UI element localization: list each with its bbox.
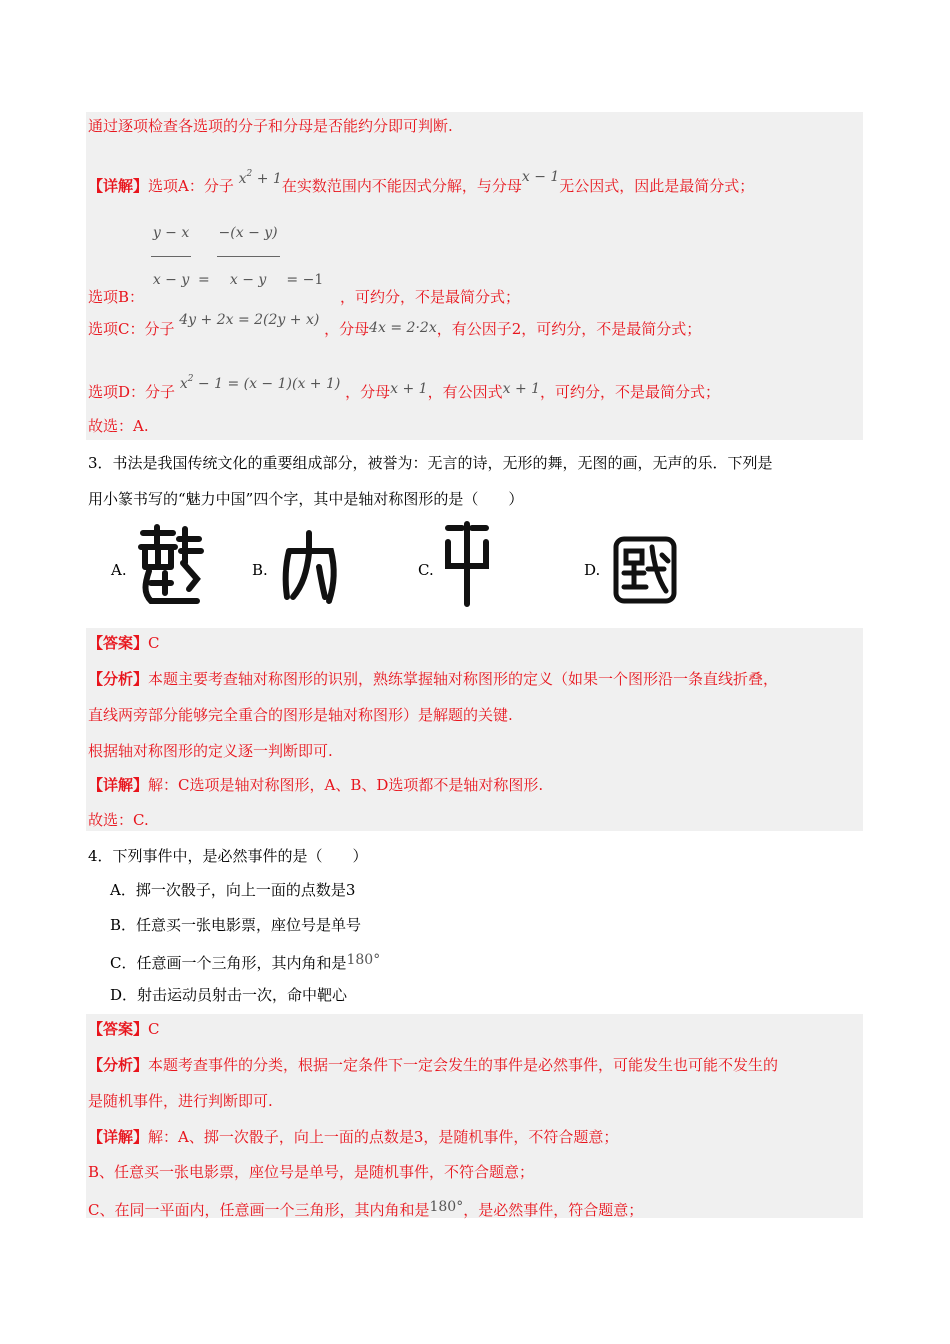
math-numerator: $x^2 + 1$ [238,169,282,187]
math-c-denominator: 4x = 2·2x [369,320,437,336]
q3-option-b-label: B. [252,561,268,579]
seal-char-zhong-icon [442,520,492,608]
answer-tag: 【答案】 [88,1020,149,1038]
analysis-text: 本题考查事件的分类，根据一定条件下一定会发生的事件是必然事件，可能发生也可能不发生的 [148,1056,779,1074]
answer-value: C [148,634,160,652]
q4-option-a: A．掷一次骰子，向上一面的点数是3 [110,881,356,899]
detail-text: 解：A、掷一次骰子，向上一面的点数是3，是随机事件，不符合题意； [148,1128,619,1146]
q3-stem-line1: 3．书法是我国传统文化的重要组成部分，被誉为：无言的诗，无形的舞，无图的画，无声的乐．下列是 [88,454,773,472]
analysis-tag: 【分析】 [88,670,149,688]
detail-c-prefix: 选项C：分子 [88,320,175,338]
q3-choice: 故选：C. [88,811,149,829]
math-d-numerator: $x^2 - 1 = (x - 1)(x + 1)$ [179,374,341,392]
q3-option-a-label: A. [111,561,127,579]
math-c-numerator: 4y + 2x = 2(2y + x) [179,312,320,328]
block1-intro: 通过逐项检查各选项的分子和分母是否能约分即可判断. [88,117,453,135]
detail-b-suffix: ，可约分，不是最简分式； [340,288,521,306]
q3-analysis-2: 直线两旁部分能够完全重合的图形是轴对称图形）是解题的关键. [88,706,513,724]
answer-value: C [148,1020,160,1038]
fraction-2: $\frac{-(x - y)}{x - y}$ [217,210,280,303]
detail-c-mid: ，分母 [324,320,370,338]
fraction-1: $\frac{y - x}{x - y}$ [151,210,191,303]
seal-char-mei-icon [137,523,205,607]
analysis-text: 本题主要考查轴对称图形的识别，熟练掌握轴对称图形的定义（如果一个图形沿一条直线折叠， [148,670,779,688]
detail-tag: 【详解】 [88,177,149,195]
q3-analysis-1 [88,669,778,689]
detail-d-mid2: ，有公因式 [427,383,503,401]
detail-b-prefix: 选项B： [88,288,145,306]
detail-text: 解：C选项是轴对称图形，A、B、D选项都不是轴对称图形. [148,776,544,794]
q4-analysis-2: 是随机事件，进行判断即可. [88,1092,273,1110]
q4-detail-2: B、任意买一张电影票，座位号是单号，是随机事件，不符合题意； [88,1163,535,1181]
q3-answer [88,633,160,653]
q4-analysis-1 [88,1055,778,1075]
q4-option-d: D．射击运动员射击一次，命中靶心 [110,986,348,1004]
fraction-result: = −1 [286,272,324,288]
math-d-factor: x + 1 [502,381,541,397]
solution-band-2 [86,628,863,831]
seal-char-guo-icon [612,535,678,607]
q4-detail-3 [88,1197,643,1220]
detail-a-text-1: 选项A：分子 [148,177,234,195]
block1-choice: 故选：A. [88,417,149,435]
q3-detail [88,775,543,795]
q4-detail-1 [88,1127,618,1147]
math-denominator: x − 1 [521,169,560,185]
detail-a-text-2: 在实数范围内不能因式分解，与分母 [281,177,522,195]
angle-180: 180° [429,1199,464,1215]
detail-c-suffix: ，有公因子2，可约分，不是最简分式； [436,320,702,338]
detail-a-text-3: 无公因式，因此是最简分式； [559,177,755,195]
block1-detail-c [88,310,701,339]
detail-tag: 【详解】 [88,776,149,794]
detail-d-prefix: 选项D：分子 [88,383,176,401]
block1-detail-b [88,210,520,320]
equals-sign: = [198,272,210,288]
q4-option-b: B．任意买一张电影票，座位号是单号 [110,916,362,934]
block1-detail-a [88,164,754,196]
q3-analysis-3: 根据轴对称图形的定义逐一判断即可. [88,742,333,760]
solution-band-3 [86,1014,863,1218]
q4-option-c [110,950,380,973]
detail-d-mid: ，分母 [345,383,391,401]
q3-option-c-label: C. [418,561,434,579]
block1-detail-d [88,369,720,402]
detail-3-text-a: C、在同一平面内，任意画一个三角形，其内角和是 [88,1201,430,1219]
q3-option-d-label: D. [584,561,601,579]
detail-3-text-b: ，是必然事件，符合题意； [463,1201,644,1219]
analysis-tag: 【分析】 [88,1056,149,1074]
q3-stem-line2: 用小篆书写的“魅力中国”四个字，其中是轴对称图形的是（ ） [88,490,524,508]
answer-tag: 【答案】 [88,634,149,652]
angle-180: 180° [346,952,381,968]
seal-char-li-icon [279,527,341,607]
q4-answer [88,1019,160,1039]
q4-stem: 4．下列事件中，是必然事件的是（ ） [88,847,368,865]
detail-d-suffix: ，可约分，不是最简分式； [540,383,721,401]
math-d-denominator: x + 1 [390,381,428,397]
option-c-text: C．任意画一个三角形，其内角和是 [110,954,347,972]
detail-tag: 【详解】 [88,1128,149,1146]
